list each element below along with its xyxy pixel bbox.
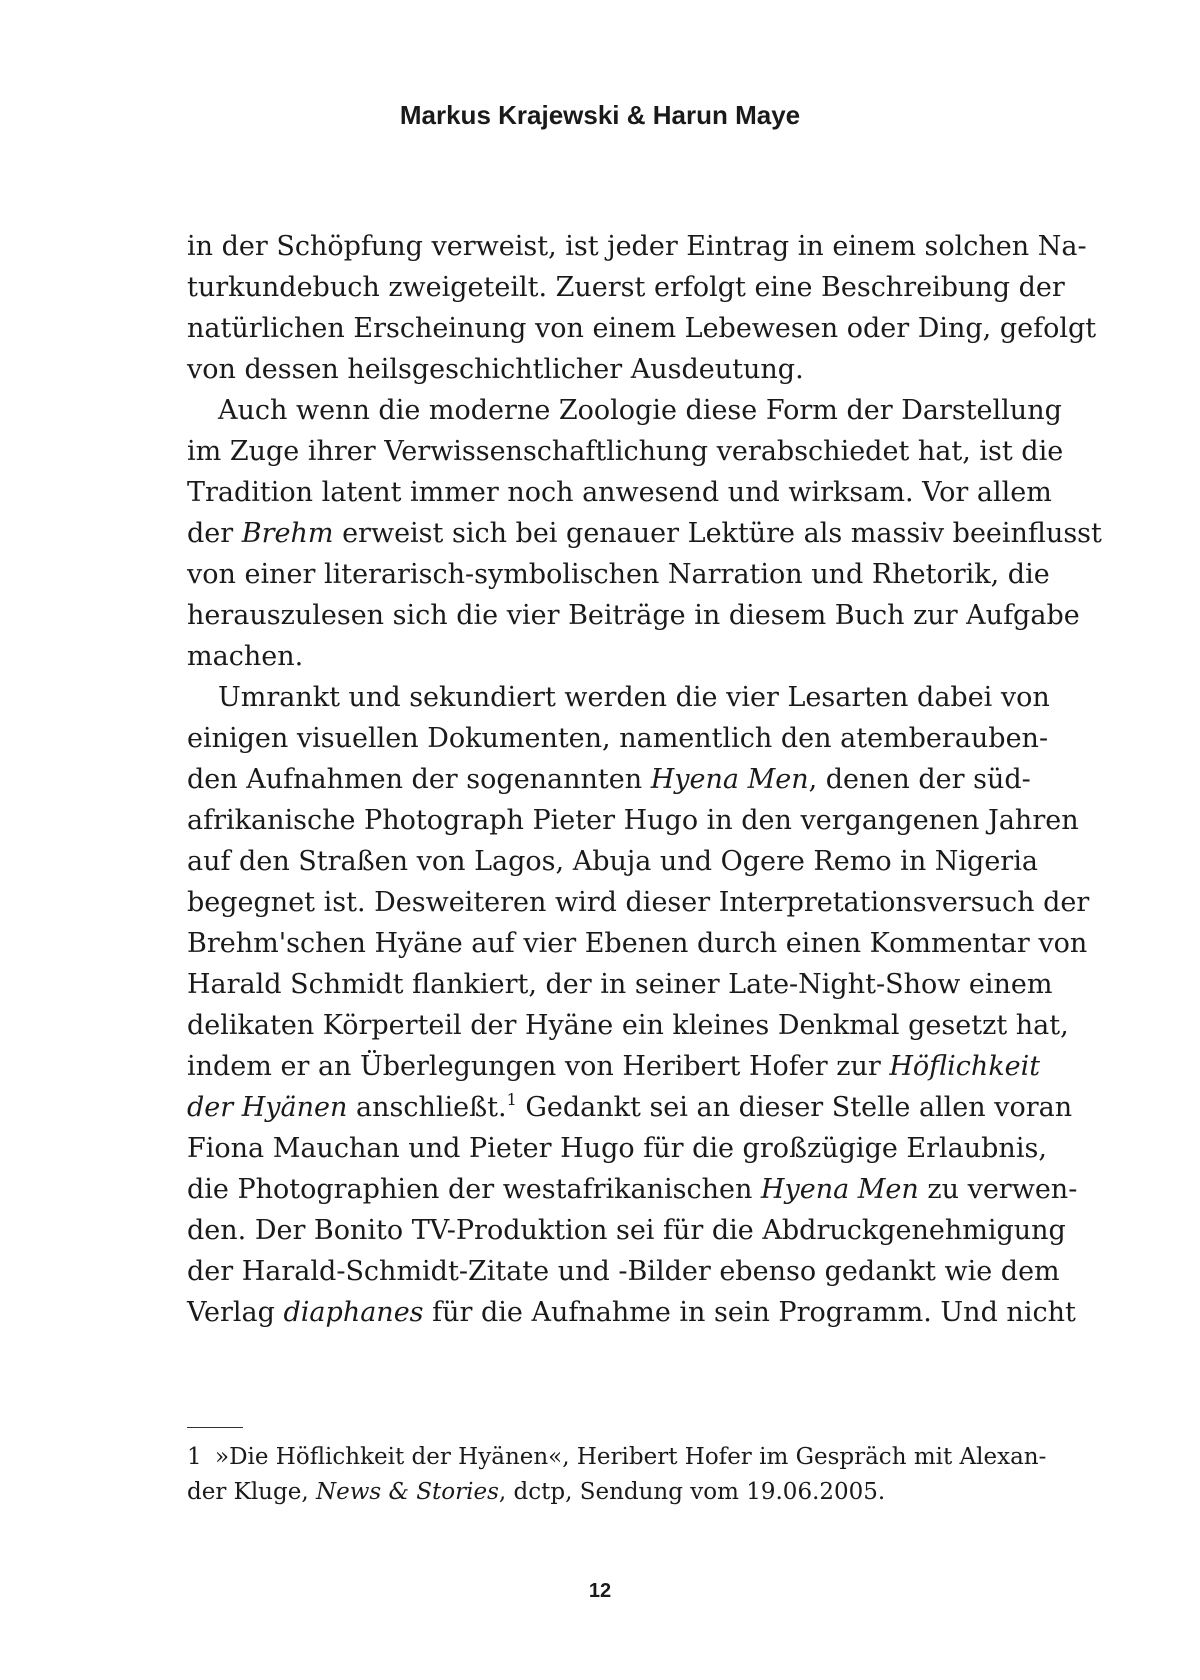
italic-title: Brehm xyxy=(241,518,334,549)
text-line xyxy=(187,513,1102,554)
text-run: anschließt. xyxy=(347,1092,507,1123)
text-line: turkundebuch zweigeteilt. Zuerst erfolgt eine Beschreibung der xyxy=(187,272,1065,303)
text-line: den. Der Bonito TV-Produktion sei für die Abdruckgenehmigung xyxy=(187,1215,1066,1246)
text-line: einigen visuellen Dokumenten, namentlich den atemberauben- xyxy=(187,723,1049,754)
italic-title: der Hyänen xyxy=(187,1092,348,1123)
text-run: der xyxy=(187,518,242,549)
footnote-divider xyxy=(187,1427,243,1428)
paragraph-2 xyxy=(187,390,1102,677)
text-run: , dctp, Sendung vom 19.06.2005. xyxy=(498,1479,886,1505)
text-line: der Harald-Schmidt-Zitate und -Bilder ebenso gedankt wie dem xyxy=(187,1256,1060,1287)
paragraph-1 xyxy=(187,226,1097,390)
text-run: , denen der süd- xyxy=(808,764,1031,795)
paragraph-3 xyxy=(187,677,1090,1333)
text-run: Verlag xyxy=(187,1297,284,1328)
italic-title: diaphanes xyxy=(283,1297,424,1328)
text-line xyxy=(187,759,1031,800)
text-run: die Photographien der westafrikanischen xyxy=(187,1174,761,1205)
text-line: begegnet ist. Desweiteren wird dieser Interpretationsversuch der xyxy=(187,887,1090,918)
text-line xyxy=(187,1169,1078,1210)
running-head: Markus Krajewski & Harun Maye xyxy=(399,100,801,130)
page-number: 12 xyxy=(588,1580,612,1602)
italic-title: Hyena Men xyxy=(760,1174,919,1205)
text-line xyxy=(187,1087,1073,1128)
text-line: Harald Schmidt flankiert, der in seiner Late-Night-Show einem xyxy=(187,969,1053,1000)
text-line: Brehm'schen Hyäne auf vier Ebenen durch einen Kommentar von xyxy=(187,928,1088,959)
text-run: zu verwen- xyxy=(918,1174,1078,1205)
text-line: auf den Straßen von Lagos, Abuja und Ogere Remo in Nigeria xyxy=(187,846,1038,877)
text-line: im Zuge ihrer Verwissenschaftlichung verabschiedet hat, ist die xyxy=(187,436,1064,467)
body-text xyxy=(187,226,1102,1333)
text-line: in der Schöpfung verweist, ist jeder Eintrag in einem solchen Na- xyxy=(187,231,1087,262)
text-line: Fiona Mauchan und Pieter Hugo für die großzügige Erlaubnis, xyxy=(187,1133,1047,1164)
text-line: delikaten Körperteil der Hyäne ein kleines Denkmal gesetzt hat, xyxy=(187,1010,1069,1041)
footnote-line xyxy=(187,1440,1047,1475)
text-run: Gedankt sei an dieser Stelle allen voran xyxy=(516,1092,1073,1123)
text-run: erweist sich bei genauer Lektüre als massiv beeinflusst xyxy=(333,518,1102,549)
text-line xyxy=(187,1046,1041,1087)
text-line: von einer literarisch-symbolischen Narration und Rhetorik, die xyxy=(187,559,1050,590)
text-line: Tradition latent immer noch anwesend und wirksam. Vor allem xyxy=(187,477,1052,508)
text-line: Auch wenn die moderne Zoologie diese Form der Darstellung xyxy=(218,395,1062,426)
text-line xyxy=(187,1292,1076,1333)
text-run: der Kluge, xyxy=(187,1479,316,1505)
text-run: indem er an Überlegungen von Heribert Hofer zur xyxy=(187,1051,890,1082)
text-run: den Aufnahmen der sogenannten xyxy=(187,764,651,795)
text-run: »Die Höflichkeit der Hyänen«, Heribert Hofer im Gespräch mit Alexan- xyxy=(215,1444,1047,1470)
text-line: natürlichen Erscheinung von einem Lebewesen oder Ding, gefolgt xyxy=(187,313,1097,344)
footnote-line xyxy=(187,1475,1027,1510)
text-line: herauszulesen sich die vier Beiträge in diesem Buch zur Aufgabe xyxy=(187,600,1080,631)
text-run: für die Aufnahme in sein Programm. Und nicht xyxy=(423,1297,1076,1328)
text-line: Umrankt und sekundiert werden die vier Lesarten dabei von xyxy=(218,682,1050,713)
text-line: machen. xyxy=(187,641,304,672)
italic-title: Hyena Men xyxy=(650,764,809,795)
text-line: afrikanische Photograph Pieter Hugo in den vergangenen Jahren xyxy=(187,805,1079,836)
italic-title: News & Stories xyxy=(315,1479,499,1505)
text-line: von dessen heilsgeschichtlicher Ausdeutung. xyxy=(187,354,804,385)
italic-title: Höflichkeit xyxy=(889,1051,1041,1082)
footnote xyxy=(187,1440,1047,1510)
footnote-number: 1 xyxy=(187,1444,202,1470)
footnote-reference[interactable]: 1 xyxy=(506,1090,517,1109)
